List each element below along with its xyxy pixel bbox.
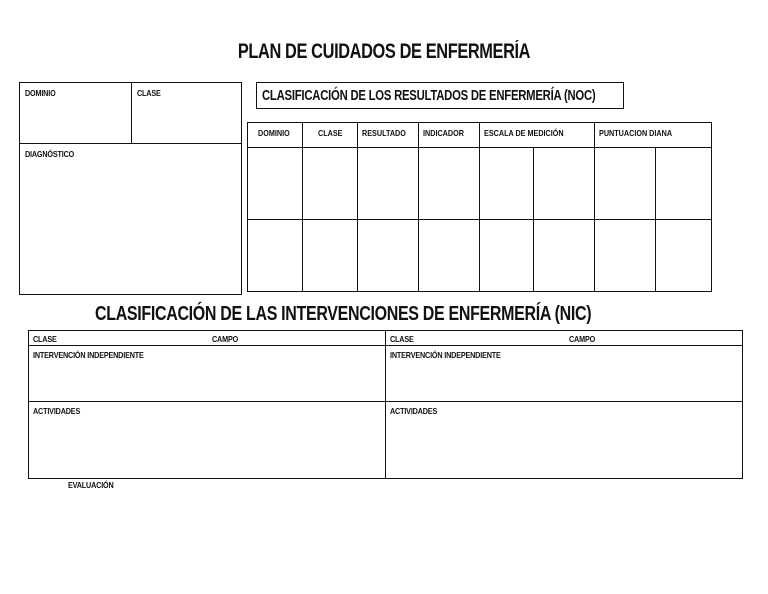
nic-left-actividades-box[interactable] [28,401,386,479]
noc-header-puntuacion: PUNTUACION DIANA [595,123,712,148]
diagnostico-label: DIAGNÓSTICO [25,149,75,159]
noc-cell[interactable] [656,220,712,292]
nic-left-clase-label: CLASE [33,334,57,344]
noc-row [248,148,712,220]
noc-cell[interactable] [419,148,480,220]
noc-header-row [248,123,712,148]
noc-header-escala: ESCALA DE MEDICIÓN [480,123,595,148]
nic-left-campo-label: CAMPO [212,334,239,344]
noc-header-resultado: RESULTADO [358,123,419,148]
nic-left-clase-campo[interactable] [28,330,386,346]
noc-cell[interactable] [534,148,595,220]
noc-cell[interactable] [419,220,480,292]
noc-cell[interactable] [480,148,534,220]
dominio-label: DOMINIO [25,88,56,98]
noc-cell[interactable] [595,148,656,220]
nic-right-actividades-box[interactable] [385,401,743,479]
noc-title-box [256,82,624,109]
noc-cell[interactable] [358,148,419,220]
clase-box[interactable] [131,82,242,144]
nic-left-actividades-label: ACTIVIDADES [33,406,81,416]
noc-cell[interactable] [303,220,358,292]
noc-cell[interactable] [248,220,303,292]
nic-title: CLASIFICACIÓN DE LAS INTERVENCIONES DE ENFERMERÍA (NIC) [95,303,592,325]
evaluacion-label: EVALUACIÓN [68,480,114,490]
nic-right-clase-campo[interactable] [385,330,743,346]
noc-header-indicador: INDICADOR [419,123,480,148]
noc-row [248,220,712,292]
nic-right-intervencion-label: INTERVENCIÓN INDEPENDIENTE [390,350,501,360]
noc-cell[interactable] [534,220,595,292]
nic-left-intervencion-label: INTERVENCIÓN INDEPENDIENTE [33,350,144,360]
noc-cell[interactable] [480,220,534,292]
nic-right-intervencion-box[interactable] [385,345,743,402]
page-title: PLAN DE CUIDADOS DE ENFERMERÍA [237,40,531,63]
noc-cell[interactable] [303,148,358,220]
noc-cell[interactable] [595,220,656,292]
noc-cell[interactable] [358,220,419,292]
noc-cell[interactable] [656,148,712,220]
nic-right-clase-label: CLASE [390,334,414,344]
noc-header-dominio: DOMINIO [248,123,303,148]
nic-right-actividades-label: ACTIVIDADES [390,406,438,416]
nic-left-intervencion-box[interactable] [28,345,386,402]
noc-header-clase: CLASE [303,123,358,148]
diagnostico-box[interactable] [19,143,242,295]
noc-title: CLASIFICACIÓN DE LOS RESULTADOS DE ENFERMERÍA (NOC) [262,88,596,104]
dominio-box[interactable] [19,82,132,144]
noc-cell[interactable] [248,148,303,220]
clase-label: CLASE [137,88,161,98]
nic-right-campo-label: CAMPO [569,334,596,344]
noc-table [247,122,712,292]
